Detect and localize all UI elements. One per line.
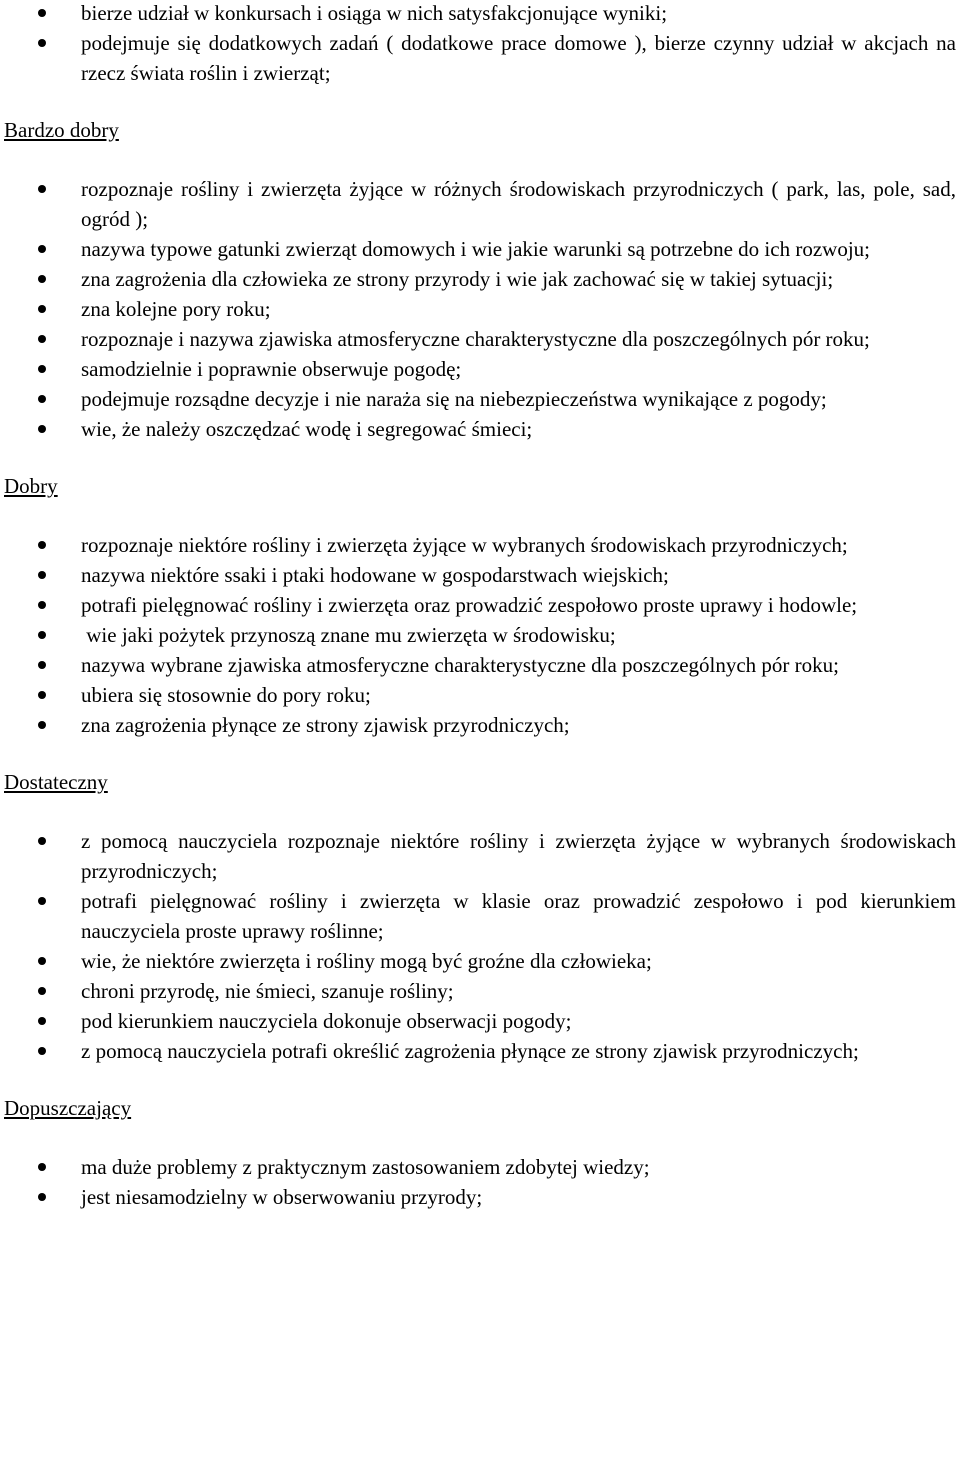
bullet-icon [38, 631, 46, 639]
bullet-icon [38, 897, 46, 905]
bullet-icon [38, 1193, 46, 1201]
list-item [0, 680, 960, 710]
section-list-dostateczny [0, 826, 960, 1066]
list-item-text: potrafi pielęgnować rośliny i zwierzęta w klasie oraz prowadzić zespołowo i pod kierunkiem nauczyciela proste uprawy roślinne; [81, 889, 956, 943]
section-heading-bardzo-dobry: Bardzo dobry [4, 118, 119, 142]
bullet-icon [38, 1163, 46, 1171]
list-item-text: nazywa typowe gatunki zwierząt domowych i wie jakie warunki są potrzebne do ich rozwoju; [81, 237, 870, 261]
list-item-text: nazywa wybrane zjawiska atmosferyczne charakterystyczne dla poszczególnych pór roku; [81, 653, 839, 677]
list-item-text: potrafi pielęgnować rośliny i zwierzęta oraz prowadzić zespołowo proste uprawy i hodowle; [81, 593, 858, 617]
list-item-text: z pomocą nauczyciela rozpoznaje niektóre rośliny i zwierzęta żyjące w wybranych środowiskach przyrodniczych; [81, 829, 956, 883]
list-item [0, 1006, 960, 1036]
section-list-bardzo-dobry [0, 174, 960, 444]
list-item [0, 560, 960, 590]
list-item [0, 946, 960, 976]
list-item-text: ma duże problemy z praktycznym zastosowaniem zdobytej wiedzy; [81, 1155, 650, 1179]
list-item [0, 650, 960, 680]
list-item-text: podejmuje się dodatkowych zadań ( dodatkowe prace domowe ), bierze czynny udział w akcjach na rzecz świata roślin i zwierząt; [81, 31, 956, 85]
list-item [0, 324, 960, 354]
bullet-icon [38, 305, 46, 313]
list-item [0, 414, 960, 444]
bullet-icon [38, 1047, 46, 1055]
bullet-icon [38, 1017, 46, 1025]
list-item-text: nazywa niektóre ssaki i ptaki hodowane w gospodarstwach wiejskich; [81, 563, 669, 587]
list-item [0, 0, 960, 28]
list-item-text: z pomocą nauczyciela potrafi określić zagrożenia płynące ze strony zjawisk przyrodniczych; [81, 1039, 859, 1063]
section-list-dopuszczajacy [0, 1152, 960, 1212]
bullet-icon [38, 987, 46, 995]
list-item [0, 1152, 960, 1182]
list-item-text: zna kolejne pory roku; [81, 297, 271, 321]
bullet-icon [38, 571, 46, 579]
list-item-text: bierze udział w konkursach i osiąga w nich satysfakcjonujące wyniki; [81, 1, 668, 25]
list-item [0, 1036, 960, 1066]
bullet-icon [38, 661, 46, 669]
bullet-icon [38, 425, 46, 433]
bullet-icon [38, 601, 46, 609]
list-item-text: zna zagrożenia dla człowieka ze strony przyrody i wie jak zachować się w takiej sytuacji; [81, 267, 834, 291]
list-item-text: jest niesamodzielny w obserwowaniu przyrody; [81, 1185, 483, 1209]
list-item-text: rozpoznaje niektóre rośliny i zwierzęta żyjące w wybranych środowiskach przyrodniczych; [81, 533, 848, 557]
list-item [0, 886, 960, 946]
list-item [0, 1182, 960, 1212]
list-item [0, 294, 960, 324]
section-heading-dopuszczajacy: Dopuszczający [4, 1096, 132, 1120]
section-heading-dostateczny: Dostateczny [4, 770, 108, 794]
list-item-text: podejmuje rozsądne decyzje i nie naraża się na niebezpieczeństwa wynikające z pogody; [81, 387, 827, 411]
bullet-icon [38, 395, 46, 403]
section-heading-dobry: Dobry [4, 474, 58, 498]
list-item-text: chroni przyrodę, nie śmieci, szanuje rośliny; [81, 979, 454, 1003]
list-item-text: wie, że niektóre zwierzęta i rośliny mogą być groźne dla człowieka; [81, 949, 652, 973]
section-list-dobry [0, 530, 960, 740]
bullet-icon [38, 691, 46, 699]
list-item [0, 234, 960, 264]
list-item [0, 710, 960, 740]
list-item [0, 174, 960, 234]
bullet-icon [38, 275, 46, 283]
list-item-text: samodzielnie i poprawnie obserwuje pogodę; [81, 357, 462, 381]
list-item [0, 264, 960, 294]
list-item-text: ubiera się stosownie do pory roku; [81, 683, 371, 707]
list-item-text: pod kierunkiem nauczyciela dokonuje obserwacji pogody; [81, 1009, 572, 1033]
list-item-text: rozpoznaje rośliny i zwierzęta żyjące w różnych środowiskach przyrodniczych ( park, las, pole, sad, ogród ); [81, 177, 956, 231]
list-item [0, 976, 960, 1006]
list-item [0, 28, 960, 88]
list-item [0, 826, 960, 886]
list-item-text: wie, że należy oszczędzać wodę i segregować śmieci; [81, 417, 533, 441]
list-item-text: zna zagrożenia płynące ze strony zjawisk przyrodniczych; [81, 713, 570, 737]
top-list [0, 0, 960, 88]
list-item-text: wie jaki pożytek przynoszą znane mu zwierzęta w środowisku; [81, 623, 616, 647]
bullet-icon [38, 957, 46, 965]
bullet-icon [38, 9, 46, 17]
list-item [0, 530, 960, 560]
bullet-icon [38, 39, 46, 47]
bullet-icon [38, 721, 46, 729]
bullet-icon [38, 245, 46, 253]
list-item-text: rozpoznaje i nazywa zjawiska atmosferyczne charakterystyczne dla poszczególnych pór roku; [81, 327, 870, 351]
bullet-icon [38, 365, 46, 373]
list-item [0, 354, 960, 384]
list-item [0, 384, 960, 414]
bullet-icon [38, 541, 46, 549]
list-item [0, 620, 960, 650]
bullet-icon [38, 185, 46, 193]
bullet-icon [38, 837, 46, 845]
bullet-icon [38, 335, 46, 343]
list-item [0, 590, 960, 620]
